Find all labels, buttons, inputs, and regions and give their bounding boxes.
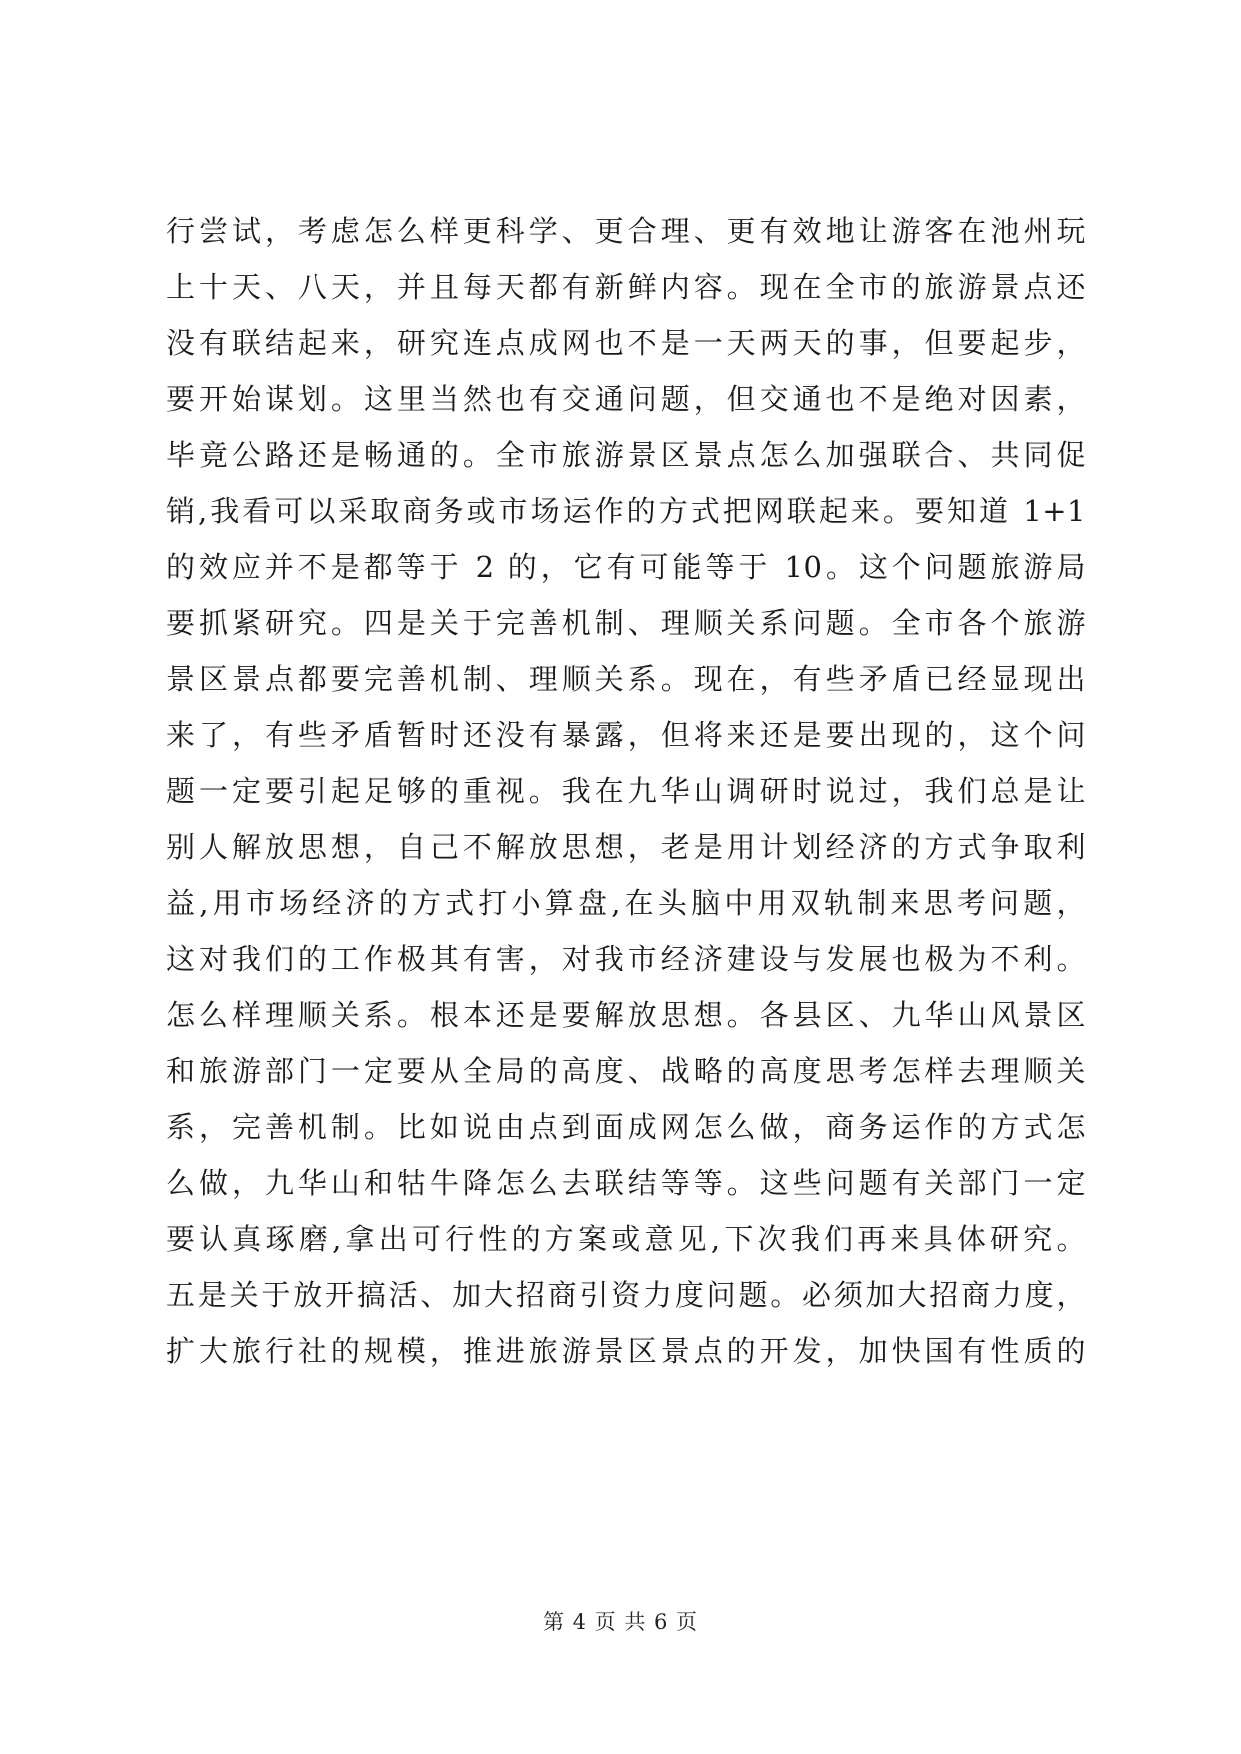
text-line: 扩大旅行社的规模，推进旅游景区景点的开发，加快国有性质的 [166, 1334, 1086, 1368]
text-line: 系，完善机制。比如说由点到面成网怎么做，商务运作的方式怎 [166, 1110, 1086, 1144]
text-line: 要开始谋划。这里当然也有交通问题，但交通也不是绝对因素， [166, 382, 1086, 416]
text-line: 和旅游部门一定要从全局的高度、战略的高度思考怎样去理顺关 [166, 1054, 1086, 1088]
text-line: 要抓紧研究。四是关于完善机制、理顺关系问题。全市各个旅游 [166, 606, 1086, 640]
page-number-footer: 第 4 页 共 6 页 [542, 1610, 699, 1634]
text-line: 的效应并不是都等于 2 的，它有可能等于 10。这个问题旅游局 [166, 550, 1086, 584]
text-line: 毕竟公路还是畅通的。全市旅游景区景点怎么加强联合、共同促 [166, 438, 1086, 472]
text-line: 来了，有些矛盾暂时还没有暴露，但将来还是要出现的，这个问 [166, 718, 1086, 752]
text-line: 么做，九华山和牯牛降怎么去联结等等。这些问题有关部门一定 [166, 1166, 1086, 1200]
text-line: 销,我看可以采取商务或市场运作的方式把网联起来。要知道 1+1 [166, 494, 1086, 528]
text-line: 这对我们的工作极其有害，对我市经济建设与发展也极为不利。 [166, 942, 1086, 976]
text-line: 五是关于放开搞活、加大招商引资力度问题。必须加大招商力度， [166, 1278, 1086, 1312]
text-line: 上十天、八天，并且每天都有新鲜内容。现在全市的旅游景点还 [166, 270, 1086, 304]
text-line: 别人解放思想，自己不解放思想，老是用计划经济的方式争取利 [166, 830, 1086, 864]
text-line: 题一定要引起足够的重视。我在九华山调研时说过，我们总是让 [166, 774, 1086, 808]
text-line: 益,用市场经济的方式打小算盘,在头脑中用双轨制来思考问题， [166, 886, 1086, 920]
text-line: 怎么样理顺关系。根本还是要解放思想。各县区、九华山风景区 [166, 998, 1086, 1032]
text-line: 行尝试，考虑怎么样更科学、更合理、更有效地让游客在池州玩 [166, 214, 1086, 248]
text-line: 要认真琢磨,拿出可行性的方案或意见,下次我们再来具体研究。 [166, 1222, 1086, 1256]
body-text [166, 203, 1086, 1379]
text-line: 景区景点都要完善机制、理顺关系。现在，有些矛盾已经显现出 [166, 662, 1086, 696]
text-line: 没有联结起来，研究连点成网也不是一天两天的事，但要起步， [166, 326, 1086, 360]
